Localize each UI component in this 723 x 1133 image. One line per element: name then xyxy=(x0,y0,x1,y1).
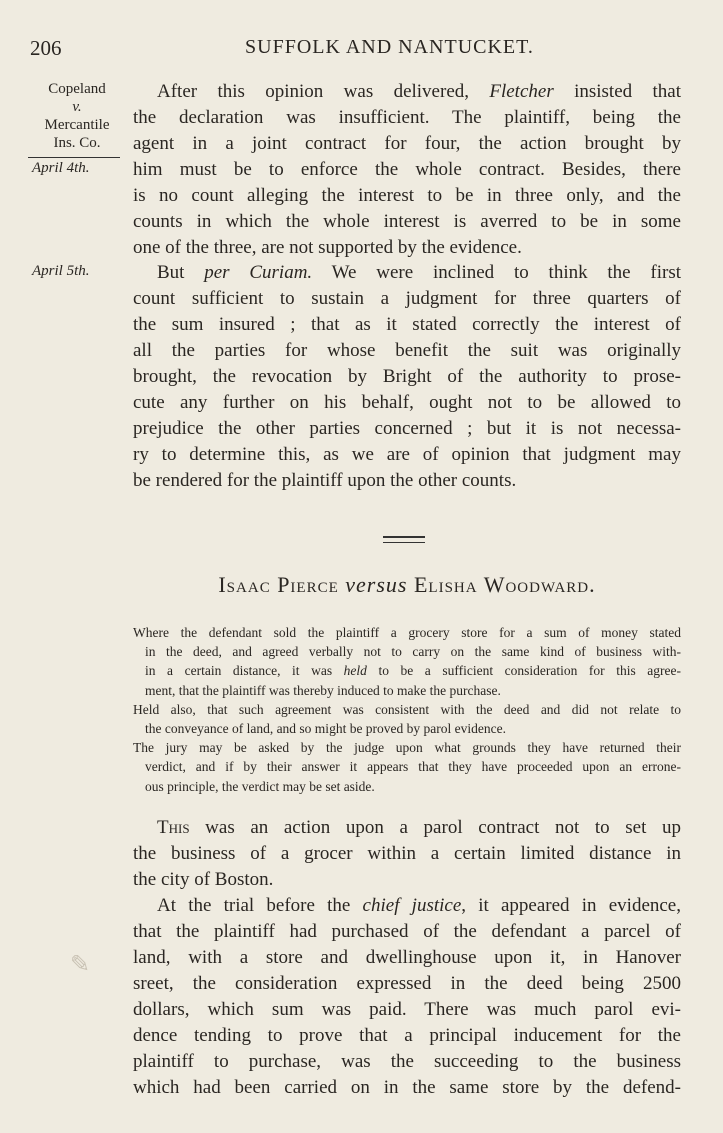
text-line xyxy=(133,893,681,919)
text-line xyxy=(133,867,681,893)
margin-case-citation xyxy=(28,80,126,152)
text-line xyxy=(133,260,681,286)
text-segment: the sum insured ; that as it stated correctly the interest of xyxy=(133,314,681,335)
text-segment: him must be to enforce the whole contract. Besides, there xyxy=(133,159,681,180)
text-segment: The jury may be asked by the judge upon what grounds they have returned their xyxy=(133,740,681,756)
headnotes xyxy=(133,623,681,796)
text-segment: verdict, and if by their answer it appears that they have proceeded upon an errone- xyxy=(145,759,681,775)
text-segment: that the plaintiff had purchased of the defendant a parcel of xyxy=(133,921,681,942)
text-line xyxy=(133,79,681,105)
text-line xyxy=(133,416,681,442)
text-segment: plaintiff to purchase, was the succeeding to the business xyxy=(133,1051,681,1072)
text-line xyxy=(133,700,681,719)
text-segment: We were inclined to think the first xyxy=(312,262,681,283)
defendant-name: Elisha Woodward. xyxy=(413,572,596,597)
versus-label: versus xyxy=(345,572,408,597)
text-line xyxy=(133,338,681,364)
margin-line: Copeland xyxy=(48,81,106,97)
text-line xyxy=(133,719,681,738)
text-line xyxy=(133,623,681,642)
section-divider xyxy=(383,536,425,543)
text-segment: After this opinion was delivered, xyxy=(157,81,490,102)
text-segment: in the deed, and agreed verbally not to carry on the same kind of business with- xyxy=(145,644,681,660)
text-line xyxy=(133,642,681,661)
margin-date-april-4: April 4th. xyxy=(32,160,90,176)
text-line xyxy=(133,390,681,416)
text-segment: agent in a joint contract for four, the action brought by xyxy=(133,133,681,154)
text-line xyxy=(133,468,681,494)
text-line xyxy=(133,442,681,468)
text-segment: the declaration was insufficient. The plaintiff, being the xyxy=(133,107,681,128)
text-segment: sreet, the consideration expressed in the deed being 2500 xyxy=(133,973,681,994)
text-line xyxy=(133,777,681,796)
text-segment: Held also, that such agreement was consistent with the deed and did not relate to xyxy=(133,701,681,717)
text-segment: all the parties for whose benefit the suit was originally xyxy=(133,340,681,361)
text-line xyxy=(133,1049,681,1075)
text-line xyxy=(133,815,681,841)
text-line xyxy=(133,131,681,157)
text-segment: , it appeared in evidence, xyxy=(461,895,681,916)
pencil-mark: ✎ xyxy=(70,952,91,978)
text-segment: insisted that xyxy=(553,81,681,102)
italic-text: per Curiam. xyxy=(204,262,313,283)
text-line xyxy=(133,661,681,680)
paragraph-2 xyxy=(133,260,681,494)
plaintiff-name: Isaac Pierce xyxy=(218,572,339,597)
text-line xyxy=(133,997,681,1023)
text-line xyxy=(133,286,681,312)
text-segment: But xyxy=(157,262,205,283)
text-segment: counts in which the whole interest is averred to be in some xyxy=(133,211,681,232)
text-segment: the business of a grocer within a certain limited distance in xyxy=(133,843,681,864)
text-segment: Where the defendant sold the plaintiff a grocery store for a sum of money stated xyxy=(133,625,681,640)
text-line xyxy=(133,183,681,209)
text-segment: At the trial before the xyxy=(157,895,363,916)
text-line xyxy=(133,1075,681,1101)
text-line xyxy=(133,738,681,757)
italic-text: Fletcher xyxy=(489,81,554,102)
text-line xyxy=(133,312,681,338)
paragraph-4 xyxy=(133,893,681,1101)
margin-line: Mercantile xyxy=(44,117,110,133)
text-line xyxy=(133,1023,681,1049)
text-segment: dollars, which sum was paid. There was much parol evi- xyxy=(133,999,681,1020)
text-segment: the conveyance of land, and so might be proved by parol evidence. xyxy=(145,720,506,736)
margin-line: v. xyxy=(72,99,82,115)
running-head: SUFFOLK AND NANTUCKET. xyxy=(245,36,534,58)
text-line xyxy=(133,157,681,183)
text-line xyxy=(133,945,681,971)
page-number: 206 xyxy=(30,36,62,60)
text-line xyxy=(133,757,681,776)
text-segment: ry to determine this, as we are of opinion that judgment may xyxy=(133,444,681,465)
text-line xyxy=(133,364,681,390)
margin-date-april-5: April 5th. xyxy=(32,263,90,279)
text-segment: brought, the revocation by Bright of the authority to prose- xyxy=(133,366,681,387)
text-line xyxy=(133,919,681,945)
text-segment: This xyxy=(157,817,190,838)
text-segment: ment, that the plaintiff was thereby induced to make the purchase. xyxy=(145,682,501,698)
italic-text: chief justice xyxy=(362,895,462,916)
paragraph-3 xyxy=(133,815,681,893)
text-line xyxy=(133,841,681,867)
case-title xyxy=(133,572,681,598)
text-segment: count sufficient to sustain a judgment for three quarters of xyxy=(133,288,681,309)
text-segment: dence tending to prove that a principal inducement for the xyxy=(133,1025,681,1046)
text-segment: was an action upon a parol contract not to set up xyxy=(189,817,681,838)
text-segment: prejudice the other parties concerned ; but it is not necessa- xyxy=(133,418,681,439)
text-line xyxy=(133,105,681,131)
text-segment: the city of Boston. xyxy=(133,869,274,890)
text-segment: which had been carried on in the same store by the defend- xyxy=(133,1077,681,1098)
text-segment: land, with a store and dwellinghouse upon it, in Hanover xyxy=(133,947,681,968)
text-segment: ous principle, the verdict may be set aside. xyxy=(145,778,375,794)
text-segment: to be a sufficient consideration for this agree- xyxy=(366,663,681,679)
text-segment: in a certain distance, it was xyxy=(145,663,344,679)
paragraph-1 xyxy=(133,79,681,261)
margin-line: Ins. Co. xyxy=(53,135,101,151)
text-segment: be rendered for the plaintiff upon the other counts. xyxy=(133,470,517,491)
text-line xyxy=(133,235,681,261)
italic-text: held xyxy=(343,663,367,679)
margin-rule xyxy=(28,157,120,158)
text-line xyxy=(133,209,681,235)
text-segment: one of the three, are not supported by the evidence. xyxy=(133,237,522,258)
text-segment: is no count alleging the interest to be in three only, and the xyxy=(133,185,681,206)
text-line xyxy=(133,971,681,997)
text-line xyxy=(133,681,681,700)
text-segment: cute any further on his behalf, ought not to be allowed to xyxy=(133,392,681,413)
